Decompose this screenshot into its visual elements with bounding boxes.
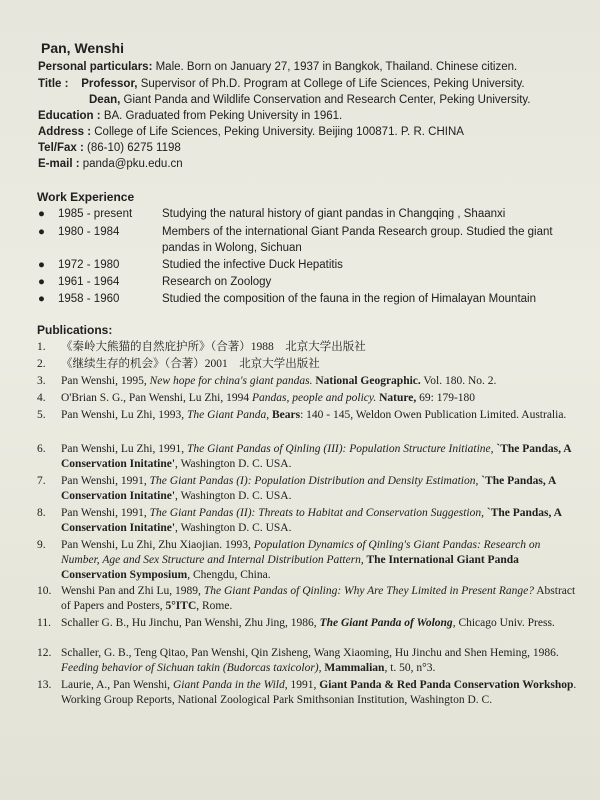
publication-number: 9. bbox=[37, 539, 46, 551]
pub-year: , 1991, bbox=[284, 679, 320, 691]
publication-text bbox=[61, 474, 581, 504]
publication-number: 3. bbox=[37, 375, 46, 387]
pub-details: , Washington D. C. USA. bbox=[175, 490, 292, 502]
pub-title: The Giant Pandas of Qinling: Why Are They Limited in Present Range? bbox=[203, 585, 534, 597]
publication-text: 《秦岭大熊猫的自然庇护所》（合著）1988 北京大学出版社 bbox=[61, 341, 366, 353]
pub-title: Pandas, people and policy. bbox=[252, 392, 377, 404]
publication-number: 1. bbox=[37, 341, 46, 353]
education-value: BA. Graduated from Peking University in 1961. bbox=[100, 110, 343, 122]
pub-title: The Giant Pandas (II): Threats to Habitat and Conservation Suggestion, bbox=[149, 507, 484, 519]
pub-source: 5°ITC bbox=[165, 600, 197, 612]
publication-number: 7. bbox=[37, 475, 46, 487]
tel-fax bbox=[38, 140, 181, 156]
pub-details: , t. 50, n°3. bbox=[384, 662, 436, 674]
pub-source: `The Pandas, A Conservation Initatine' bbox=[61, 475, 556, 502]
pub-details: Abstract of Papers and Posters, bbox=[61, 585, 576, 612]
title-dean-rest: Giant Panda and Wildlife Conservation and Research Center, Peking University. bbox=[120, 94, 531, 106]
title-line-1 bbox=[38, 76, 525, 92]
education-label: Education : bbox=[38, 110, 101, 122]
personal-label: Personal particulars: bbox=[38, 61, 153, 73]
pub-title: The Giant Pandas (I): Population Distribution and Density Estimation, bbox=[149, 475, 479, 487]
pub-details: 69: 179-180 bbox=[416, 392, 476, 404]
pub-title: The Giant Panda, bbox=[187, 409, 270, 421]
pub-details: . Working Group Reports, National Zoological Park Smithsonian Institution, Washington D. C. bbox=[61, 679, 577, 706]
pub-authors: Pan Wenshi, 1995, bbox=[61, 375, 150, 387]
address bbox=[38, 124, 464, 140]
publication-text bbox=[61, 538, 581, 583]
publication-number: 10. bbox=[37, 585, 52, 597]
pub-authors: Laurie, A., Pan Wenshi, bbox=[61, 679, 173, 691]
pub-source: `The Pandas, A Conservation Initatine' bbox=[61, 507, 562, 534]
pub-source: Mammalian bbox=[321, 662, 385, 674]
publication-text bbox=[61, 584, 581, 614]
publication-text bbox=[61, 408, 581, 423]
pub-authors: Pan Wenshi, 1991, bbox=[61, 475, 150, 487]
person-name: Pan, Wenshi bbox=[41, 40, 124, 56]
tel-value: (86-10) 6275 1198 bbox=[83, 142, 181, 154]
email-value: panda@pku.edu.cn bbox=[79, 158, 183, 170]
pub-details: , Washington D. C. USA. bbox=[175, 522, 292, 534]
bullet-icon: ● bbox=[38, 208, 45, 220]
pub-details: , Chengdu, China. bbox=[187, 569, 271, 581]
bullet-icon: ● bbox=[38, 226, 45, 238]
pub-details: , Chicago Univ. Press. bbox=[452, 617, 555, 629]
publication-number: 2. bbox=[37, 358, 46, 370]
work-years: 1958 - 1960 bbox=[58, 293, 120, 305]
pub-title: New hope for china's giant pandas. bbox=[149, 375, 313, 387]
pub-authors: Pan Wenshi, 1991, bbox=[61, 507, 150, 519]
email bbox=[38, 156, 183, 172]
work-description: Research on Zoology bbox=[162, 276, 272, 288]
work-years: 1985 - present bbox=[58, 208, 133, 220]
email-label: E-mail : bbox=[38, 158, 80, 170]
bullet-icon: ● bbox=[38, 293, 45, 305]
publications-heading: Publications: bbox=[37, 323, 113, 337]
work-description: Studied the infective Duck Hepatitis bbox=[162, 259, 343, 271]
publication-number: 5. bbox=[37, 409, 46, 421]
publication-text bbox=[61, 506, 581, 536]
education bbox=[38, 108, 342, 124]
pub-location: , Rome. bbox=[196, 600, 233, 612]
publication-text bbox=[61, 442, 581, 472]
publication-text bbox=[61, 646, 581, 676]
pub-authors: Pan Wenshi, Lu Zhi, 1993, bbox=[61, 409, 187, 421]
publication-number: 8. bbox=[37, 507, 46, 519]
pub-source: Giant Panda & Red Panda Conservation Workshop bbox=[319, 679, 574, 691]
pub-source: National Geographic. bbox=[312, 375, 421, 387]
title-label: Title : bbox=[38, 78, 72, 90]
publication-text: 《继续生存的机会》（合著）2001 北京大学出版社 bbox=[61, 358, 320, 370]
work-years: 1980 - 1984 bbox=[58, 226, 120, 238]
title-professor-rest: Supervisor of Ph.D. Program at College of Life Sciences, Peking University. bbox=[137, 78, 525, 90]
publication-number: 4. bbox=[37, 392, 46, 404]
pub-details: Vol. 180. No. 2. bbox=[420, 375, 497, 387]
pub-title: The Giant Panda of Wolong bbox=[319, 617, 453, 629]
work-years: 1972 - 1980 bbox=[58, 259, 120, 271]
pub-authors: Schaller, G. B., Teng Qitao, Pan Wenshi, Qin Zisheng, Wang Xiaoming, Hu Jinchu and Shen Heming, 1986. bbox=[61, 647, 559, 659]
pub-authors: Pan Wenshi, Lu Zhi, 1991, bbox=[61, 443, 187, 455]
pub-source: The International Giant Panda Conservation Symposium bbox=[61, 554, 519, 581]
pub-details: : 140 - 145, Weldon Owen Publication Limited. Australia. bbox=[300, 409, 567, 421]
bullet-icon: ● bbox=[38, 276, 45, 288]
pub-authors: Schaller G. B., Hu Jinchu, Pan Wenshi, Zhu Jing, 1986, bbox=[61, 617, 320, 629]
publication-text bbox=[61, 391, 581, 406]
pub-title: Population Dynamics of Qinling's Giant Pandas: Research on Number, Age and Sex Structure and Internal Distribution Pattern, bbox=[61, 539, 541, 566]
pub-authors: Pan Wenshi, Lu Zhi, Zhu Xiaojian. 1993, bbox=[61, 539, 254, 551]
pub-authors: O'Brian S. G., Pan Wenshi, Lu Zhi, 1994 bbox=[61, 392, 252, 404]
pub-title: The Giant Pandas of Qinling (III): Population Structure Initiatine, bbox=[187, 443, 494, 455]
publication-text bbox=[61, 374, 581, 389]
work-description: Studied the composition of the fauna in the region of Himalayan Mountain bbox=[162, 293, 536, 305]
title-line-2 bbox=[89, 92, 531, 108]
work-description: Members of the international Giant Panda Research group. Studied the giant pandas in Wolong, Sichuan bbox=[162, 226, 553, 254]
bullet-icon: ● bbox=[38, 259, 45, 271]
pub-title: Feeding behavior of Sichuan takin (Budorcas taxicolor), bbox=[61, 662, 322, 674]
pub-title: Giant Panda in the Wild bbox=[172, 679, 285, 691]
pub-details: , Washington D. C. USA. bbox=[175, 458, 292, 470]
work-experience-heading: Work Experience bbox=[37, 190, 135, 204]
pub-source: Bears bbox=[269, 409, 301, 421]
title-dean: Dean, bbox=[89, 94, 121, 106]
publication-number: 11. bbox=[37, 617, 51, 629]
publication-text bbox=[61, 678, 581, 708]
pub-source: Nature, bbox=[376, 392, 417, 404]
publication-number: 13. bbox=[37, 679, 52, 691]
pub-source: `The Pandas, A Conservation Initatine' bbox=[61, 443, 571, 470]
personal-particulars bbox=[38, 59, 517, 75]
personal-value: Male. Born on January 27, 1937 in Bangkok, Thailand. Chinese citizen. bbox=[152, 61, 518, 73]
tel-label: Tel/Fax : bbox=[38, 142, 84, 154]
work-description: Studying the natural history of giant pandas in Changqing , Shaanxi bbox=[162, 208, 506, 220]
address-label: Address : bbox=[38, 126, 92, 138]
address-value: College of Life Sciences, Peking University. Beijing 100871. P. R. CHINA bbox=[91, 126, 464, 138]
title-professor: Professor, bbox=[81, 78, 138, 90]
publication-number: 12. bbox=[37, 647, 52, 659]
publication-text bbox=[61, 616, 581, 631]
publication-number: 6. bbox=[37, 443, 46, 455]
pub-authors: Wenshi Pan and Zhi Lu, 1989, bbox=[61, 585, 204, 597]
work-years: 1961 - 1964 bbox=[58, 276, 120, 288]
